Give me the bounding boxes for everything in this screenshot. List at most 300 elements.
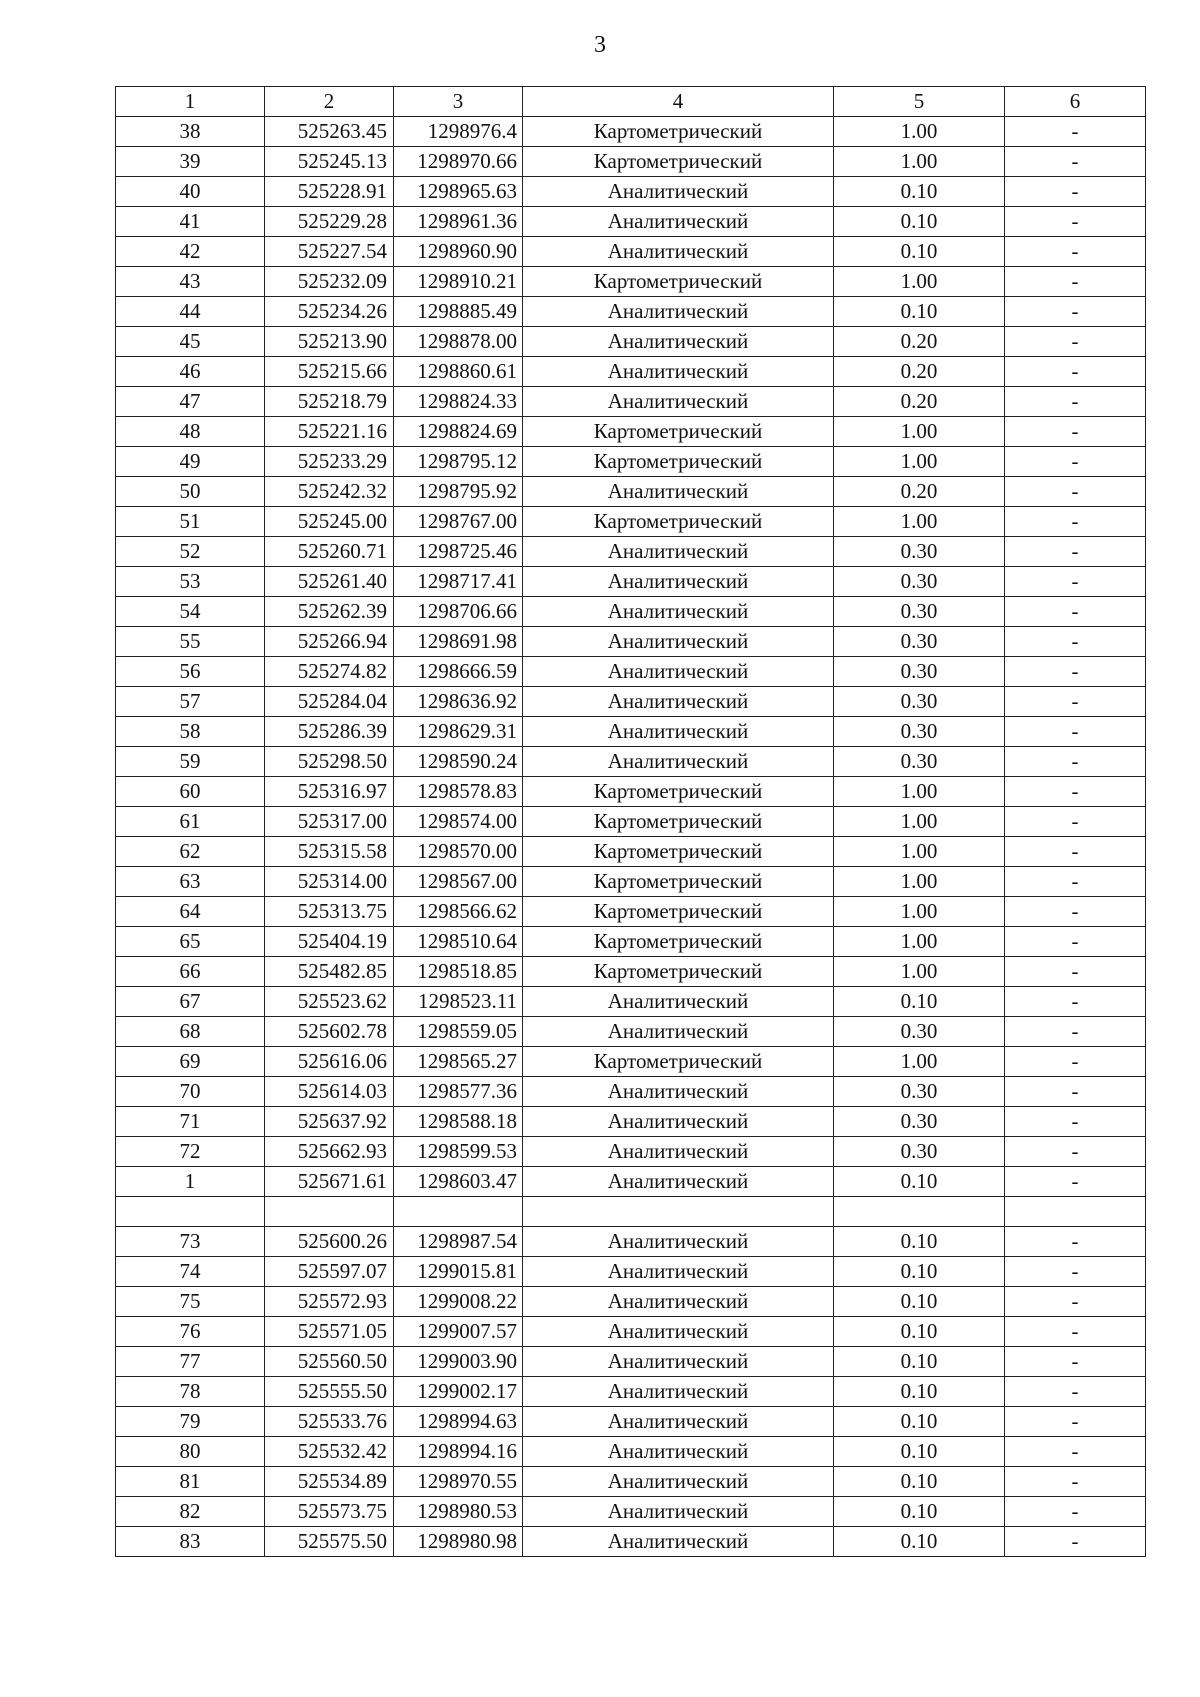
y-coordinate-cell: 1298566.62 [394, 897, 523, 927]
point-number-cell: 64 [116, 897, 265, 927]
x-coordinate-cell: 525218.79 [265, 387, 394, 417]
table-row [116, 1497, 1146, 1527]
table-row [116, 177, 1146, 207]
point-number-cell: 82 [116, 1497, 265, 1527]
description-cell: - [1005, 1167, 1146, 1197]
page-number: 3 [594, 32, 606, 58]
description-cell: - [1005, 387, 1146, 417]
point-number-cell: 68 [116, 1017, 265, 1047]
method-cell: Аналитический [523, 1077, 834, 1107]
table-row [116, 897, 1146, 927]
table-row [116, 417, 1146, 447]
x-coordinate-cell: 525263.45 [265, 117, 394, 147]
coordinates-table [115, 86, 1146, 1557]
x-coordinate-cell: 525242.32 [265, 477, 394, 507]
table-row [116, 747, 1146, 777]
point-number-cell: 73 [116, 1227, 265, 1257]
table-row [116, 1407, 1146, 1437]
method-cell: Картометрический [523, 897, 834, 927]
accuracy-cell: 0.10 [834, 207, 1005, 237]
y-coordinate-cell: 1298629.31 [394, 717, 523, 747]
y-coordinate-cell: 1298910.21 [394, 267, 523, 297]
description-cell: - [1005, 1317, 1146, 1347]
description-cell: - [1005, 747, 1146, 777]
x-coordinate-cell: 525404.19 [265, 927, 394, 957]
y-coordinate-cell: 1298510.64 [394, 927, 523, 957]
method-cell: Аналитический [523, 1167, 834, 1197]
accuracy-cell: 0.10 [834, 1527, 1005, 1557]
table-row [116, 537, 1146, 567]
y-coordinate-cell: 1298725.46 [394, 537, 523, 567]
point-number-cell: 75 [116, 1287, 265, 1317]
y-coordinate-cell: 1298961.36 [394, 207, 523, 237]
accuracy-cell: 1.00 [834, 807, 1005, 837]
x-coordinate-cell: 525571.05 [265, 1317, 394, 1347]
description-cell: - [1005, 1287, 1146, 1317]
point-number-cell: 79 [116, 1407, 265, 1437]
description-cell: - [1005, 867, 1146, 897]
table-row [116, 1017, 1146, 1047]
header-cell-4: 4 [523, 87, 834, 117]
x-coordinate-cell: 525221.16 [265, 417, 394, 447]
method-cell: Картометрический [523, 807, 834, 837]
method-cell: Аналитический [523, 567, 834, 597]
x-coordinate-cell: 525313.75 [265, 897, 394, 927]
table-row [116, 1167, 1146, 1197]
accuracy-cell: 0.10 [834, 177, 1005, 207]
y-coordinate-cell: 1298567.00 [394, 867, 523, 897]
x-coordinate-cell: 525532.42 [265, 1437, 394, 1467]
table-row [116, 957, 1146, 987]
description-cell: - [1005, 267, 1146, 297]
method-cell: Аналитический [523, 1467, 834, 1497]
table-row [116, 327, 1146, 357]
method-cell: Картометрический [523, 927, 834, 957]
table-row [116, 357, 1146, 387]
accuracy-cell [834, 1197, 1005, 1227]
x-coordinate-cell: 525534.89 [265, 1467, 394, 1497]
x-coordinate-cell: 525262.39 [265, 597, 394, 627]
description-cell: - [1005, 207, 1146, 237]
accuracy-cell: 0.10 [834, 987, 1005, 1017]
y-coordinate-cell: 1298603.47 [394, 1167, 523, 1197]
accuracy-cell: 1.00 [834, 927, 1005, 957]
table-row [116, 807, 1146, 837]
accuracy-cell: 1.00 [834, 447, 1005, 477]
point-number-cell: 43 [116, 267, 265, 297]
point-number-cell: 61 [116, 807, 265, 837]
method-cell: Аналитический [523, 597, 834, 627]
x-coordinate-cell: 525316.97 [265, 777, 394, 807]
x-coordinate-cell: 525671.61 [265, 1167, 394, 1197]
accuracy-cell: 0.10 [834, 1317, 1005, 1347]
table-row [116, 987, 1146, 1017]
y-coordinate-cell [394, 1197, 523, 1227]
point-number-cell: 44 [116, 297, 265, 327]
y-coordinate-cell: 1298574.00 [394, 807, 523, 837]
description-cell: - [1005, 717, 1146, 747]
table-row [116, 237, 1146, 267]
accuracy-cell: 0.10 [834, 297, 1005, 327]
accuracy-cell: 0.20 [834, 387, 1005, 417]
description-cell: - [1005, 957, 1146, 987]
x-coordinate-cell: 525215.66 [265, 357, 394, 387]
accuracy-cell: 0.10 [834, 1227, 1005, 1257]
point-number-cell: 45 [116, 327, 265, 357]
method-cell: Аналитический [523, 357, 834, 387]
accuracy-cell: 0.30 [834, 537, 1005, 567]
point-number-cell: 38 [116, 117, 265, 147]
x-coordinate-cell: 525260.71 [265, 537, 394, 567]
table-row [116, 1197, 1146, 1227]
table-row [116, 927, 1146, 957]
method-cell: Аналитический [523, 177, 834, 207]
table-row [116, 447, 1146, 477]
x-coordinate-cell: 525662.93 [265, 1137, 394, 1167]
description-cell: - [1005, 1377, 1146, 1407]
description-cell [1005, 1197, 1146, 1227]
method-cell: Картометрический [523, 837, 834, 867]
method-cell: Картометрический [523, 957, 834, 987]
method-cell: Аналитический [523, 1257, 834, 1287]
accuracy-cell: 1.00 [834, 147, 1005, 177]
y-coordinate-cell: 1298980.53 [394, 1497, 523, 1527]
method-cell: Картометрический [523, 1047, 834, 1077]
x-coordinate-cell: 525533.76 [265, 1407, 394, 1437]
description-cell: - [1005, 1047, 1146, 1077]
description-cell: - [1005, 537, 1146, 567]
y-coordinate-cell: 1298570.00 [394, 837, 523, 867]
y-coordinate-cell: 1298970.66 [394, 147, 523, 177]
description-cell: - [1005, 297, 1146, 327]
table-row [116, 1047, 1146, 1077]
table-row [116, 777, 1146, 807]
y-coordinate-cell: 1298559.05 [394, 1017, 523, 1047]
method-cell: Картометрический [523, 507, 834, 537]
y-coordinate-cell: 1298795.92 [394, 477, 523, 507]
header-cell-3: 3 [394, 87, 523, 117]
method-cell: Аналитический [523, 1377, 834, 1407]
description-cell: - [1005, 147, 1146, 177]
y-coordinate-cell: 1299002.17 [394, 1377, 523, 1407]
table-row [116, 1107, 1146, 1137]
x-coordinate-cell: 525614.03 [265, 1077, 394, 1107]
x-coordinate-cell: 525233.29 [265, 447, 394, 477]
y-coordinate-cell: 1298565.27 [394, 1047, 523, 1077]
point-number-cell: 69 [116, 1047, 265, 1077]
accuracy-cell: 1.00 [834, 267, 1005, 297]
point-number-cell: 59 [116, 747, 265, 777]
y-coordinate-cell: 1298578.83 [394, 777, 523, 807]
accuracy-cell: 0.30 [834, 1137, 1005, 1167]
table-row [116, 207, 1146, 237]
description-cell: - [1005, 1437, 1146, 1467]
description-cell: - [1005, 777, 1146, 807]
point-number-cell: 71 [116, 1107, 265, 1137]
accuracy-cell: 0.20 [834, 327, 1005, 357]
description-cell: - [1005, 1137, 1146, 1167]
y-coordinate-cell: 1298970.55 [394, 1467, 523, 1497]
point-number-cell: 83 [116, 1527, 265, 1557]
y-coordinate-cell: 1298666.59 [394, 657, 523, 687]
table-row [116, 1467, 1146, 1497]
y-coordinate-cell: 1298767.00 [394, 507, 523, 537]
accuracy-cell: 1.00 [834, 837, 1005, 867]
description-cell: - [1005, 927, 1146, 957]
table-row [116, 507, 1146, 537]
point-number-cell: 54 [116, 597, 265, 627]
method-cell: Аналитический [523, 1527, 834, 1557]
y-coordinate-cell: 1298717.41 [394, 567, 523, 597]
description-cell: - [1005, 1347, 1146, 1377]
point-number-cell: 57 [116, 687, 265, 717]
x-coordinate-cell: 525232.09 [265, 267, 394, 297]
x-coordinate-cell: 525213.90 [265, 327, 394, 357]
point-number-cell: 80 [116, 1437, 265, 1467]
point-number-cell: 78 [116, 1377, 265, 1407]
header-cell-5: 5 [834, 87, 1005, 117]
y-coordinate-cell: 1299015.81 [394, 1257, 523, 1287]
description-cell: - [1005, 1467, 1146, 1497]
description-cell: - [1005, 1527, 1146, 1557]
header-cell-2: 2 [265, 87, 394, 117]
x-coordinate-cell: 525482.85 [265, 957, 394, 987]
x-coordinate-cell [265, 1197, 394, 1227]
method-cell: Аналитический [523, 1407, 834, 1437]
method-cell: Аналитический [523, 717, 834, 747]
x-coordinate-cell: 525284.04 [265, 687, 394, 717]
x-coordinate-cell: 525600.26 [265, 1227, 394, 1257]
accuracy-cell: 1.00 [834, 1047, 1005, 1077]
y-coordinate-cell: 1298590.24 [394, 747, 523, 777]
accuracy-cell: 1.00 [834, 867, 1005, 897]
table-row [116, 267, 1146, 297]
table-row [116, 687, 1146, 717]
description-cell: - [1005, 1257, 1146, 1287]
method-cell: Аналитический [523, 327, 834, 357]
description-cell: - [1005, 567, 1146, 597]
accuracy-cell: 0.20 [834, 357, 1005, 387]
y-coordinate-cell: 1299003.90 [394, 1347, 523, 1377]
description-cell: - [1005, 657, 1146, 687]
accuracy-cell: 0.10 [834, 1257, 1005, 1287]
table-row [116, 717, 1146, 747]
x-coordinate-cell: 525315.58 [265, 837, 394, 867]
table-row [116, 1527, 1146, 1557]
y-coordinate-cell: 1298994.63 [394, 1407, 523, 1437]
y-coordinate-cell: 1298960.90 [394, 237, 523, 267]
method-cell: Аналитический [523, 207, 834, 237]
method-cell: Картометрический [523, 147, 834, 177]
accuracy-cell: 0.30 [834, 717, 1005, 747]
y-coordinate-cell: 1298878.00 [394, 327, 523, 357]
x-coordinate-cell: 525597.07 [265, 1257, 394, 1287]
x-coordinate-cell: 525261.40 [265, 567, 394, 597]
method-cell: Аналитический [523, 1347, 834, 1377]
y-coordinate-cell: 1298588.18 [394, 1107, 523, 1137]
table-row [116, 1347, 1146, 1377]
method-cell: Аналитический [523, 537, 834, 567]
y-coordinate-cell: 1298691.98 [394, 627, 523, 657]
y-coordinate-cell: 1298523.11 [394, 987, 523, 1017]
method-cell: Картометрический [523, 777, 834, 807]
method-cell: Аналитический [523, 477, 834, 507]
description-cell: - [1005, 1107, 1146, 1137]
point-number-cell: 49 [116, 447, 265, 477]
description-cell: - [1005, 477, 1146, 507]
table-row [116, 1077, 1146, 1107]
method-cell: Аналитический [523, 1287, 834, 1317]
table-row [116, 657, 1146, 687]
description-cell: - [1005, 1077, 1146, 1107]
accuracy-cell: 0.30 [834, 657, 1005, 687]
method-cell: Аналитический [523, 237, 834, 267]
method-cell: Аналитический [523, 1017, 834, 1047]
point-number-cell: 42 [116, 237, 265, 267]
description-cell: - [1005, 1017, 1146, 1047]
accuracy-cell: 0.10 [834, 1467, 1005, 1497]
method-cell: Аналитический [523, 1107, 834, 1137]
description-cell: - [1005, 327, 1146, 357]
point-number-cell: 70 [116, 1077, 265, 1107]
point-number-cell: 58 [116, 717, 265, 747]
method-cell: Картометрический [523, 267, 834, 297]
method-cell: Аналитический [523, 1497, 834, 1527]
description-cell: - [1005, 987, 1146, 1017]
accuracy-cell: 0.10 [834, 1497, 1005, 1527]
point-number-cell: 77 [116, 1347, 265, 1377]
x-coordinate-cell: 525317.00 [265, 807, 394, 837]
table-row [116, 1257, 1146, 1287]
accuracy-cell: 0.10 [834, 1407, 1005, 1437]
point-number-cell: 81 [116, 1467, 265, 1497]
description-cell: - [1005, 597, 1146, 627]
accuracy-cell: 0.10 [834, 237, 1005, 267]
table-row [116, 627, 1146, 657]
accuracy-cell: 1.00 [834, 417, 1005, 447]
point-number-cell: 53 [116, 567, 265, 597]
description-cell: - [1005, 237, 1146, 267]
table-row [116, 1287, 1146, 1317]
x-coordinate-cell: 525523.62 [265, 987, 394, 1017]
point-number-cell: 39 [116, 147, 265, 177]
accuracy-cell: 1.00 [834, 117, 1005, 147]
method-cell: Картометрический [523, 867, 834, 897]
point-number-cell: 48 [116, 417, 265, 447]
table-header-row [116, 87, 1146, 117]
accuracy-cell: 0.30 [834, 597, 1005, 627]
x-coordinate-cell: 525227.54 [265, 237, 394, 267]
y-coordinate-cell: 1299007.57 [394, 1317, 523, 1347]
x-coordinate-cell: 525637.92 [265, 1107, 394, 1137]
point-number-cell: 47 [116, 387, 265, 417]
method-cell: Аналитический [523, 387, 834, 417]
description-cell: - [1005, 807, 1146, 837]
header-cell-1: 1 [116, 87, 265, 117]
method-cell: Аналитический [523, 1227, 834, 1257]
table-row [116, 477, 1146, 507]
point-number-cell: 67 [116, 987, 265, 1017]
description-cell: - [1005, 897, 1146, 927]
y-coordinate-cell: 1298980.98 [394, 1527, 523, 1557]
x-coordinate-cell: 525298.50 [265, 747, 394, 777]
x-coordinate-cell: 525616.06 [265, 1047, 394, 1077]
description-cell: - [1005, 1407, 1146, 1437]
point-number-cell: 46 [116, 357, 265, 387]
point-number-cell: 56 [116, 657, 265, 687]
y-coordinate-cell: 1298824.33 [394, 387, 523, 417]
accuracy-cell: 1.00 [834, 957, 1005, 987]
accuracy-cell: 1.00 [834, 507, 1005, 537]
y-coordinate-cell: 1298976.4 [394, 117, 523, 147]
point-number-cell [116, 1197, 265, 1227]
x-coordinate-cell: 525314.00 [265, 867, 394, 897]
point-number-cell: 76 [116, 1317, 265, 1347]
accuracy-cell: 0.30 [834, 1107, 1005, 1137]
accuracy-cell: 0.10 [834, 1287, 1005, 1317]
table-row [116, 297, 1146, 327]
point-number-cell: 72 [116, 1137, 265, 1167]
accuracy-cell: 0.30 [834, 1017, 1005, 1047]
description-cell: - [1005, 687, 1146, 717]
x-coordinate-cell: 525266.94 [265, 627, 394, 657]
y-coordinate-cell: 1299008.22 [394, 1287, 523, 1317]
accuracy-cell: 0.10 [834, 1347, 1005, 1377]
y-coordinate-cell: 1298599.53 [394, 1137, 523, 1167]
table-row [116, 1137, 1146, 1167]
y-coordinate-cell: 1298518.85 [394, 957, 523, 987]
point-number-cell: 40 [116, 177, 265, 207]
point-number-cell: 74 [116, 1257, 265, 1287]
method-cell: Аналитический [523, 1137, 834, 1167]
description-cell: - [1005, 627, 1146, 657]
accuracy-cell: 0.20 [834, 477, 1005, 507]
point-number-cell: 1 [116, 1167, 265, 1197]
x-coordinate-cell: 525234.26 [265, 297, 394, 327]
method-cell: Аналитический [523, 657, 834, 687]
method-cell: Аналитический [523, 1437, 834, 1467]
x-coordinate-cell: 525572.93 [265, 1287, 394, 1317]
y-coordinate-cell: 1298636.92 [394, 687, 523, 717]
point-number-cell: 50 [116, 477, 265, 507]
accuracy-cell: 0.30 [834, 1077, 1005, 1107]
y-coordinate-cell: 1298824.69 [394, 417, 523, 447]
method-cell: Аналитический [523, 987, 834, 1017]
description-cell: - [1005, 447, 1146, 477]
accuracy-cell: 0.10 [834, 1377, 1005, 1407]
point-number-cell: 63 [116, 867, 265, 897]
method-cell: Картометрический [523, 447, 834, 477]
method-cell: Аналитический [523, 297, 834, 327]
table-row [116, 1227, 1146, 1257]
point-number-cell: 52 [116, 537, 265, 567]
y-coordinate-cell: 1298885.49 [394, 297, 523, 327]
x-coordinate-cell: 525575.50 [265, 1527, 394, 1557]
description-cell: - [1005, 507, 1146, 537]
y-coordinate-cell: 1298795.12 [394, 447, 523, 477]
point-number-cell: 65 [116, 927, 265, 957]
x-coordinate-cell: 525560.50 [265, 1347, 394, 1377]
accuracy-cell: 1.00 [834, 897, 1005, 927]
accuracy-cell: 0.30 [834, 747, 1005, 777]
x-coordinate-cell: 525229.28 [265, 207, 394, 237]
x-coordinate-cell: 525555.50 [265, 1377, 394, 1407]
description-cell: - [1005, 417, 1146, 447]
x-coordinate-cell: 525602.78 [265, 1017, 394, 1047]
point-number-cell: 41 [116, 207, 265, 237]
table-row [116, 117, 1146, 147]
accuracy-cell: 0.30 [834, 627, 1005, 657]
